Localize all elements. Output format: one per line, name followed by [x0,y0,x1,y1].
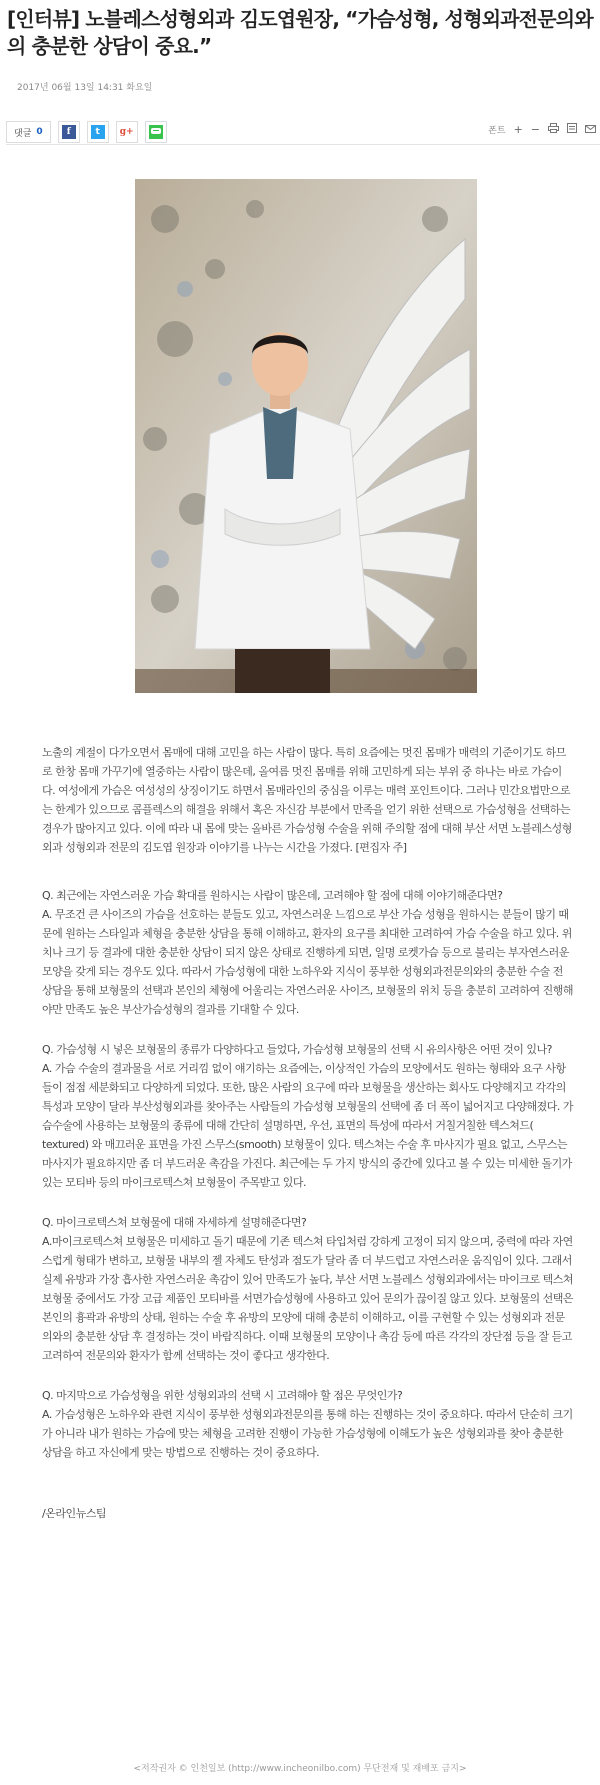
byline: /온라인뉴스팀 [42,1507,106,1520]
article-title: [인터뷰] 노블레스성형외과 김도엽원장, “가슴성형, 성형외과전문의와의 충분한 상담이 중요.” [7,7,593,58]
comment-button[interactable] [6,121,51,143]
facebook-share-button[interactable] [58,121,80,143]
article-body [42,743,574,1523]
comment-count: 0 [36,127,43,137]
plus-icon[interactable]: + [513,123,523,136]
intro-paragraph: 노출의 계절이 다가오면서 몸매에 대해 고민을 하는 사람이 많다. 특히 요즘에는 멋진 몸매가 매력의 기준이기도 하므로 한창 몸매 가꾸기에 열중하는 사람이 많은데, 올여름 멋진 몸매를 위해 고민하게 되는 부위 중 하나는 바로 가슴이다. 여성에게 가슴은 여성성의 상징이기도 하면서 몸매라인의 중심을 이루는 매력 포인트이다. 그러나 민간요법만으로는 한계가 있으므로 콤플렉스의 해결을 위해서 혹은 자신감 부분에서 만족을 얻기 위한 선택으로 가슴성형을 선택하는 경우가 많아지고 있다. 이에 따라 내 몸에 맞는 올바른 가슴성형 수술을 위해 주의할 점에 대해 부산 서면 노블레스성형외과 성형외과 전문의 김도엽 원장과 이야기를 나누는 시간을 가졌다. [편집자 주] [42,746,572,854]
article-date: 2017년 06월 13일 14:31 화요일 [17,83,153,93]
google-plus-icon: g+ [119,127,134,137]
question-4: Q. 마지막으로 가슴성형을 위한 성형외과의 선택 시 고려해야 할 점은 무엇인가? [42,1389,403,1402]
answer-3: A.마이크로텍스쳐 보형물은 미세하고 돌기 때문에 기존 텍스쳐 타입처럼 강하게 고정이 되지 않으며, 중력에 따라 자연스럽게 형태가 변하고, 보형물 내부의 젤 자체도 탄성과 점도가 달라 좀 더 부드럽고 자연스러운 움직임이 있다. 그래서 실제 유방과 가장 흡사한 자연스러운 촉감이 있어 만족도가 높다, 부산 서면 노블레스 성형외과에서는 마이크로 텍스쳐 보형물 중에서도 가장 고급 제품인 모티바를 서면가슴성형에 사용하고 있어 문의가 끊이질 않고 있다. 보형물의 선택은 본인의 흉곽과 유방의 상태, 원하는 수술 후 유방의 모양에 대해 충분히 이해하고, 이를 구현할 수 있는 성형외과 전문의와의 충분한 상담 후 결정하는 것이 바람직하다. 이때 보형물의 모양이나 촉감 등에 따른 각각의 장단점 등을 잘 듣고 고려하여 전문의와 환자가 함께 선택하는 것이 좋다고 생각한다. [42,1235,573,1362]
question-3: Q. 마이크로텍스쳐 보형물에 대해 자세하게 설명해준다면? [42,1216,307,1229]
line-icon [149,125,163,139]
answer-2: A. 가슴 수술의 결과물을 서로 거리낌 없이 얘기하는 요즘에는, 이상적인 가슴의 모양에서도 원하는 형태와 요구 사항들이 점점 세분화되고 다양하게 되었다. 또한, 많은 사람의 요구에 따라 보형물을 생산하는 회사도 다양해지고 각각의 특성과 모양이 달라 부산성형외과를 찾아주는 사람들의 가슴성형 보형물의 선택에 좀 더 폭이 넓어지고 다양해졌다. 가슴수술에 사용하는 보형물의 종류에 대해 간단히 설명하면, 우선, 표면의 특성에 따라서 거칠거칠한 텍스쳐드( textured) 와 매끄러운 표면을 가진 스무스(smooth) 보형물이 있다. 텍스쳐는 수술 후 마사지가 필요 없고, 스무스는 마사지가 필요하지만 좀 더 부드러운 촉감을 가진다. 최근에는 두 가지 방식의 중간에 있다고 볼 수 있는 미세한 돌기가 있는 모티바 등의 마이크로텍스쳐 보형물이 주목받고 있다. [42,1062,573,1189]
question-1: Q. 최근에는 자연스러운 가슴 확대를 원하시는 사람이 많은데, 고려해야 할 점에 대해 이야기해준다면? [42,889,503,902]
minus-icon[interactable]: − [530,123,540,136]
article-photo [135,179,477,693]
answer-4: A. 가슴성형은 노하우와 관련 지식이 풍부한 성형외과전문의를 통해 하는 진행하는 것이 중요하다. 따라서 단순히 크기가 아니라 내가 원하는 가슴에 맞는 체형을 고려한 진행이 가능한 가슴성형에 이해도가 높은 성형외과를 찾아 충분한 상담을 하고 자신에게 맞는 방법으로 진행하는 것이 중요하다. [42,1408,573,1459]
facebook-icon: f [62,125,76,139]
font-label: 폰트 [488,126,506,136]
scrap-icon[interactable] [567,123,577,136]
copyright-footer: <저작권자 © 인천일보 (http://www.incheonilbo.com) 무단전재 및 재배포 금지> [133,1764,467,1774]
email-icon[interactable] [585,123,596,136]
comment-label: 댓글 [14,128,32,139]
line-share-button[interactable] [145,121,167,143]
twitter-icon: t [91,125,105,139]
twitter-share-button[interactable] [87,121,109,143]
question-2: Q. 가슴성형 시 넣은 보형물의 종류가 다양하다고 들었다, 가슴성형 보형물의 선택 시 유의사항은 어떤 것이 있나? [42,1043,552,1056]
article-toolbar [6,121,600,145]
toolbar-right [488,123,596,136]
print-icon[interactable] [548,123,559,136]
toolbar-left [6,121,174,143]
answer-1: A. 무조건 큰 사이즈의 가슴을 선호하는 분들도 있고, 자연스러운 느낌으로 부산 가슴 성형을 원하시는 분들이 많기 때문에 원하는 스타일과 체형을 충분한 상담을 통해 이해하고, 환자의 요구를 최대한 고려하여 가슴 수술을 하고 있다. 위치나 크기 등 결과에 대한 충분한 상담이 되지 않은 상태로 진행하게 되면, 일명 로켓가슴 등으로 불리는 부자연스러운 모양을 갖게 되는 경우도 있다. 따라서 가슴성형에 대한 노하우와 지식이 풍부한 성형외과전문의와의 충분한 수술 전 상담을 통해 보형물의 선택과 본인의 체형에 어울리는 자연스러운 사이즈, 보형물의 위치 등을 충분히 고려하여 진행해야만 만족도 높은 부산가슴성형의 결과를 기대할 수 있다. [42,908,573,1016]
google-plus-share-button[interactable] [116,121,138,143]
